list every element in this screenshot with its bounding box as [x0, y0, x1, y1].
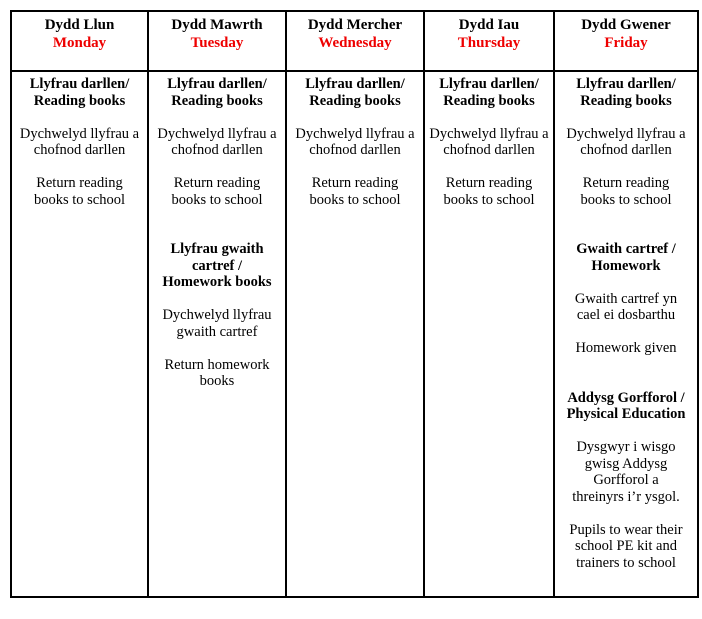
section-title: Gwaith cartref / Homework [576, 241, 676, 274]
paragraph-english: Return reading books to school [580, 175, 672, 208]
section-title: Llyfrau darllen/ Reading books [439, 76, 539, 109]
section-title: Addysg Gorfforol / Physical Education [566, 389, 686, 422]
day-name-english: Thursday [457, 34, 521, 51]
section-reading-books [157, 76, 278, 208]
paragraph-welsh: Dychwelyd llyfrau a chofnod darllen [429, 125, 549, 158]
day-name-english: Monday [52, 34, 107, 51]
paragraph-english: Return reading books to school [443, 175, 535, 208]
activities-cell-thursday [424, 71, 554, 597]
day-name-welsh: Dydd Llun [44, 17, 115, 33]
day-header-row [11, 11, 698, 71]
activities-cell-friday [554, 71, 698, 597]
paragraph-welsh: Dychwelyd llyfrau a chofnod darllen [566, 125, 686, 158]
weekly-timetable [10, 10, 699, 598]
paragraph-welsh: Dychwelyd llyfrau a chofnod darllen [295, 125, 415, 158]
section-reading-books [294, 76, 416, 208]
day-header-tuesday [148, 11, 286, 71]
activities-cell-tuesday [148, 71, 286, 597]
paragraph-english: Return reading books to school [171, 175, 263, 208]
paragraph-english: Return homework books [164, 356, 270, 389]
section-title: Llyfrau darllen/ Reading books [305, 76, 405, 109]
day-name-welsh: Dydd Gwener [581, 17, 671, 33]
section-homework-books [157, 241, 278, 390]
section-title: Llyfrau darllen/ Reading books [167, 76, 267, 109]
day-name-welsh: Dydd Mawrth [171, 17, 263, 33]
day-header-monday [11, 11, 148, 71]
section-reading-books [566, 76, 686, 208]
activities-cell-wednesday [286, 71, 424, 597]
section-homework [566, 241, 686, 357]
day-name-english: Wednesday [318, 34, 392, 51]
paragraph-english: Homework given [575, 340, 677, 356]
section-title: Llyfrau darllen/ Reading books [29, 76, 130, 109]
paragraph-welsh: Gwaith cartref yn cael ei dosbarthu [574, 290, 678, 323]
day-name-welsh: Dydd Mercher [307, 17, 403, 33]
section-physical-education [566, 390, 686, 572]
paragraph-welsh: Dychwelyd llyfrau a chofnod darllen [157, 125, 277, 158]
paragraph-english: Return reading books to school [33, 175, 126, 208]
section-title: Llyfrau darllen/ Reading books [576, 76, 676, 109]
activities-row [11, 71, 698, 597]
paragraph-welsh: Dychwelyd llyfrau gwaith cartref [162, 307, 272, 340]
day-header-friday [554, 11, 698, 71]
section-reading-books [18, 76, 141, 208]
day-header-thursday [424, 11, 554, 71]
paragraph-welsh: Dychwelyd llyfrau a chofnod darllen [19, 125, 140, 158]
day-name-english: Tuesday [190, 34, 244, 51]
paragraph-welsh: Dysgwyr i wisgo gwisg Addysg Gorfforol a threinyrs i’r ysgol. [572, 439, 680, 505]
day-name-welsh: Dydd Iau [458, 17, 520, 33]
section-title: Llyfrau gwaith cartref / Homework books [162, 241, 272, 290]
activities-cell-monday [11, 71, 148, 597]
paragraph-english: Return reading books to school [309, 175, 401, 208]
paragraph-english: Pupils to wear their school PE kit and trainers to school [569, 521, 683, 571]
section-reading-books [428, 76, 550, 208]
day-header-wednesday [286, 11, 424, 71]
day-name-english: Friday [604, 34, 648, 51]
